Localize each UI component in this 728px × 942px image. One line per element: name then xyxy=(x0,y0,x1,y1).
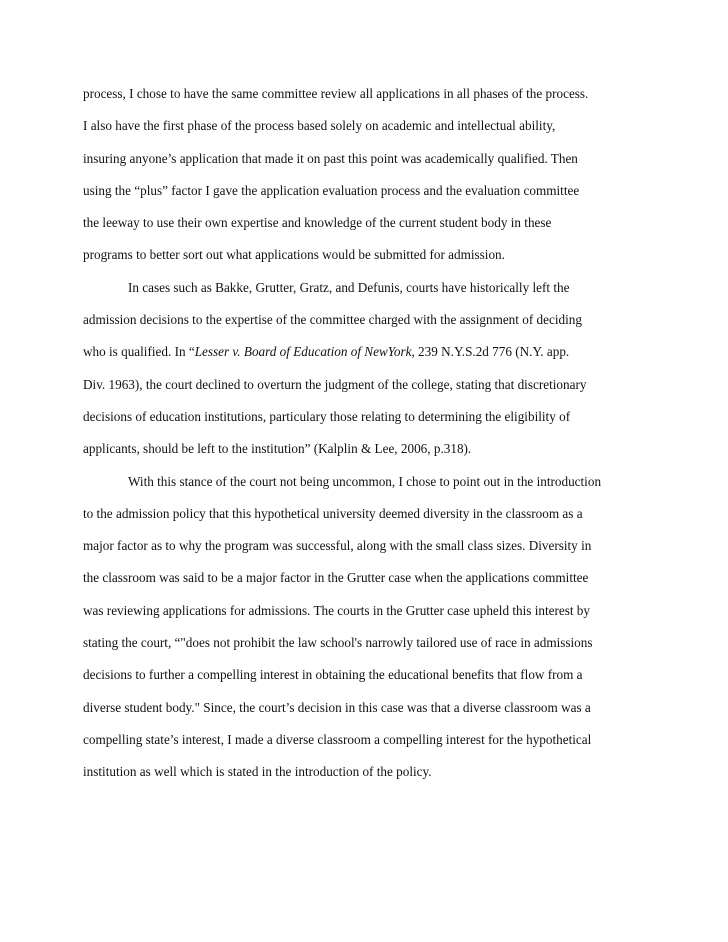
text-line: insuring anyone’s application that made it on past this point was academically qualified. Then xyxy=(83,150,578,166)
text-line: the leeway to use their own expertise and knowledge of the current student body in these xyxy=(83,215,552,231)
text-line: decisions of education institutions, particulary those relating to determining the eligibility of xyxy=(83,408,571,424)
paragraph-start-line: With this stance of the court not being uncommon, I chose to point out in the introduction xyxy=(128,473,602,489)
text-segment: , 239 N.Y.S.2d 776 (N.Y. app. xyxy=(411,344,570,360)
text-line: admission decisions to the expertise of the committee charged with the assignment of deciding xyxy=(83,312,582,328)
text-line: process, I chose to have the same committee review all applications in all phases of the process. xyxy=(83,86,589,101)
document-body xyxy=(83,84,653,795)
case-name: Lesser v. Board of Education of NewYork xyxy=(194,344,412,360)
text-line: institution as well which is stated in the introduction of the policy. xyxy=(83,764,432,780)
text-line: to the admission policy that this hypothetical university deemed diversity in the classroom as a xyxy=(83,505,583,521)
text-line: compelling state’s interest, I made a diverse classroom a compelling interest for the hypothetical xyxy=(83,731,592,747)
text-line: Div. 1963), the court declined to overturn the judgment of the college, stating that discretionary xyxy=(83,376,587,392)
paragraph-start-line: In cases such as Bakke, Grutter, Gratz, and Defunis, courts have historically left the xyxy=(128,279,570,295)
text-line: programs to better sort out what applications would be submitted for admission. xyxy=(83,247,505,263)
text-line: applicants, should be left to the institution” (Kalplin & Lee, 2006, p.318). xyxy=(83,441,472,457)
text-line: stating the court, “"does not prohibit the law school's narrowly tailored use of race in admissions xyxy=(83,635,593,651)
text-line: diverse student body." Since, the court’s decision in this case was that a diverse classroom was a xyxy=(83,699,591,715)
text-line: decisions to further a compelling interest in obtaining the educational benefits that flow from a xyxy=(83,667,583,683)
text-line: the classroom was said to be a major factor in the Grutter case when the applications committee xyxy=(83,570,589,586)
text-segment: who is qualified. In “ xyxy=(83,344,195,360)
text-line: major factor as to why the program was successful, along with the small class sizes. Diversity in xyxy=(83,538,592,554)
text-line-with-case-citation xyxy=(83,342,653,374)
text-line: was reviewing applications for admissions. The courts in the Grutter case upheld this interest by xyxy=(83,602,590,618)
text-line: using the “plus” factor I gave the application evaluation process and the evaluation committee xyxy=(83,182,580,198)
text-line: I also have the first phase of the process based solely on academic and intellectual ability, xyxy=(83,118,556,134)
